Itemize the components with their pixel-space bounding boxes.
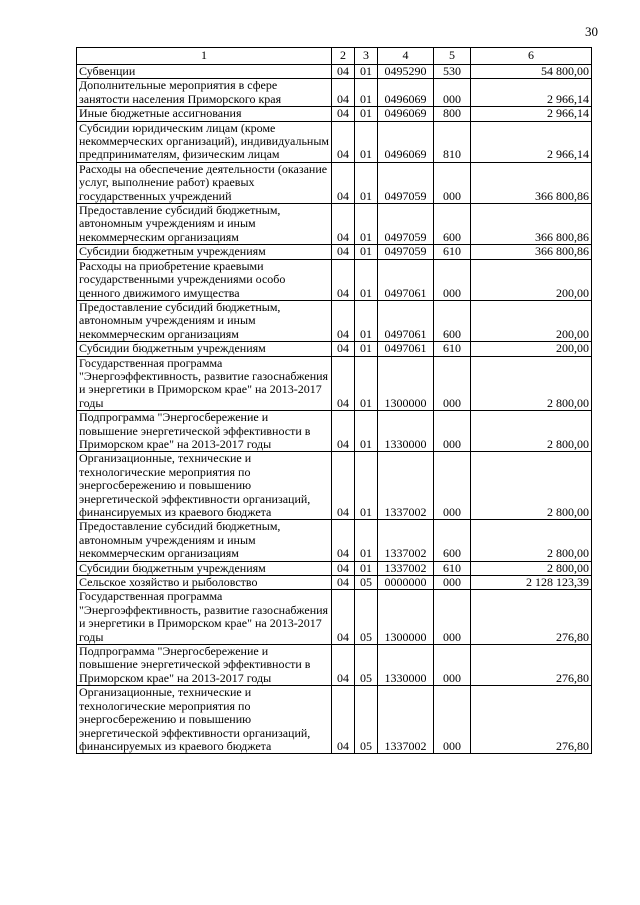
row-expense-type-cell: 600 <box>434 204 471 245</box>
row-section-cell: 04 <box>332 590 355 645</box>
row-expense-type-cell: 610 <box>434 342 471 356</box>
row-amount-cell: 2 800,00 <box>471 356 592 411</box>
row-name-cell: Дополнительные мероприятия в сфере занятости населения Приморского края <box>77 79 332 107</box>
table-row <box>77 590 592 645</box>
row-section-cell: 04 <box>332 342 355 356</box>
row-expense-type-cell: 000 <box>434 79 471 107</box>
row-name-cell: Государственная программа "Энергоэффективность, развитие газоснабжения и энергетики в Приморском крае" на 2013-2017 годы <box>77 356 332 411</box>
row-target-code-cell: 0496069 <box>378 79 434 107</box>
row-amount-cell: 366 800,86 <box>471 162 592 203</box>
row-section-cell: 04 <box>332 645 355 686</box>
row-target-code-cell: 1300000 <box>378 590 434 645</box>
row-section-cell: 04 <box>332 520 355 561</box>
row-subsection-cell: 05 <box>355 686 378 754</box>
row-name-cell: Подпрограмма "Энергосбережение и повышение энергетической эффективности в Приморском крае" на 2013-2017 годы <box>77 645 332 686</box>
table-row <box>77 204 592 245</box>
row-subsection-cell: 01 <box>355 300 378 341</box>
table-row <box>77 452 592 520</box>
row-amount-cell: 200,00 <box>471 342 592 356</box>
row-subsection-cell: 01 <box>355 162 378 203</box>
table-row <box>77 561 592 575</box>
row-amount-cell: 276,80 <box>471 590 592 645</box>
row-name-cell: Сельское хозяйство и рыболовство <box>77 576 332 590</box>
row-name-cell: Субсидии юридическим лицам (кроме некоммерческих организаций), индивидуальным предпринимателям, физическим лицам <box>77 121 332 162</box>
budget-table <box>76 47 592 754</box>
row-name-cell: Субсидии бюджетным учреждениям <box>77 342 332 356</box>
row-target-code-cell: 0496069 <box>378 121 434 162</box>
row-subsection-cell: 01 <box>355 561 378 575</box>
row-section-cell: 04 <box>332 259 355 300</box>
column-header-2: 2 <box>332 48 355 65</box>
row-amount-cell: 2 800,00 <box>471 452 592 520</box>
row-section-cell: 04 <box>332 65 355 79</box>
row-expense-type-cell: 610 <box>434 245 471 259</box>
row-expense-type-cell: 610 <box>434 561 471 575</box>
row-expense-type-cell: 000 <box>434 259 471 300</box>
row-section-cell: 04 <box>332 121 355 162</box>
row-subsection-cell: 01 <box>355 342 378 356</box>
row-subsection-cell: 01 <box>355 259 378 300</box>
row-subsection-cell: 01 <box>355 356 378 411</box>
row-name-cell: Субсидии бюджетным учреждениям <box>77 245 332 259</box>
row-amount-cell: 2 800,00 <box>471 520 592 561</box>
column-header-6: 6 <box>471 48 592 65</box>
row-section-cell: 04 <box>332 204 355 245</box>
row-target-code-cell: 0000000 <box>378 576 434 590</box>
row-subsection-cell: 01 <box>355 121 378 162</box>
row-expense-type-cell: 600 <box>434 520 471 561</box>
row-amount-cell: 200,00 <box>471 259 592 300</box>
row-target-code-cell: 1337002 <box>378 561 434 575</box>
row-amount-cell: 2 800,00 <box>471 411 592 452</box>
table-row <box>77 342 592 356</box>
row-target-code-cell: 0497059 <box>378 162 434 203</box>
row-subsection-cell: 01 <box>355 204 378 245</box>
table-row <box>77 259 592 300</box>
row-target-code-cell: 1337002 <box>378 452 434 520</box>
row-section-cell: 04 <box>332 162 355 203</box>
row-expense-type-cell: 000 <box>434 686 471 754</box>
row-target-code-cell: 0497059 <box>378 204 434 245</box>
row-name-cell: Организационные, технические и технологические мероприятия по энергосбережению и повышению энергетической эффективности организаций, финансируемых из краевого бюджета <box>77 452 332 520</box>
row-amount-cell: 2 128 123,39 <box>471 576 592 590</box>
row-section-cell: 04 <box>332 576 355 590</box>
row-section-cell: 04 <box>332 561 355 575</box>
row-expense-type-cell: 000 <box>434 162 471 203</box>
row-amount-cell: 2 966,14 <box>471 121 592 162</box>
row-expense-type-cell: 600 <box>434 300 471 341</box>
row-section-cell: 04 <box>332 411 355 452</box>
row-target-code-cell: 0495290 <box>378 65 434 79</box>
row-target-code-cell: 1330000 <box>378 411 434 452</box>
row-subsection-cell: 01 <box>355 452 378 520</box>
row-amount-cell: 2 966,14 <box>471 107 592 121</box>
row-section-cell: 04 <box>332 452 355 520</box>
row-name-cell: Расходы на приобретение краевыми государственными учреждениями особо ценного движимого имущества <box>77 259 332 300</box>
row-name-cell: Иные бюджетные ассигнования <box>77 107 332 121</box>
table-row <box>77 411 592 452</box>
row-name-cell: Предоставление субсидий бюджетным, автономным учреждениям и иным некоммерческим организациям <box>77 520 332 561</box>
table-row <box>77 645 592 686</box>
row-target-code-cell: 0497061 <box>378 300 434 341</box>
row-section-cell: 04 <box>332 686 355 754</box>
table-row <box>77 300 592 341</box>
table-header-row <box>77 48 592 65</box>
table-row <box>77 65 592 79</box>
row-name-cell: Государственная программа "Энергоэффективность, развитие газоснабжения и энергетики в Приморском крае" на 2013-2017 годы <box>77 590 332 645</box>
row-target-code-cell: 0496069 <box>378 107 434 121</box>
table-row <box>77 356 592 411</box>
row-name-cell: Организационные, технические и технологические мероприятия по энергосбережению и повышению энергетической эффективности организаций, финансируемых из краевого бюджета <box>77 686 332 754</box>
row-amount-cell: 54 800,00 <box>471 65 592 79</box>
row-name-cell: Предоставление субсидий бюджетным, автономным учреждениям и иным некоммерческим организациям <box>77 300 332 341</box>
row-target-code-cell: 1337002 <box>378 520 434 561</box>
row-name-cell: Расходы на обеспечение деятельности (оказание услуг, выполнение работ) краевых государственных учреждений <box>77 162 332 203</box>
row-amount-cell: 366 800,86 <box>471 245 592 259</box>
table-body <box>77 65 592 754</box>
column-header-1: 1 <box>77 48 332 65</box>
column-header-5: 5 <box>434 48 471 65</box>
row-expense-type-cell: 000 <box>434 645 471 686</box>
table-row <box>77 686 592 754</box>
row-expense-type-cell: 800 <box>434 107 471 121</box>
row-section-cell: 04 <box>332 245 355 259</box>
row-target-code-cell: 1300000 <box>378 356 434 411</box>
row-subsection-cell: 05 <box>355 645 378 686</box>
row-expense-type-cell: 000 <box>434 356 471 411</box>
table-row <box>77 79 592 107</box>
row-section-cell: 04 <box>332 107 355 121</box>
row-section-cell: 04 <box>332 300 355 341</box>
row-name-cell: Подпрограмма "Энергосбережение и повышение энергетической эффективности в Приморском крае" на 2013-2017 годы <box>77 411 332 452</box>
table-row <box>77 245 592 259</box>
row-subsection-cell: 01 <box>355 520 378 561</box>
row-target-code-cell: 1330000 <box>378 645 434 686</box>
row-name-cell: Субвенции <box>77 65 332 79</box>
row-subsection-cell: 01 <box>355 79 378 107</box>
table-row <box>77 162 592 203</box>
row-name-cell: Предоставление субсидий бюджетным, автономным учреждениям и иным некоммерческим организациям <box>77 204 332 245</box>
column-header-4: 4 <box>378 48 434 65</box>
row-amount-cell: 200,00 <box>471 300 592 341</box>
row-subsection-cell: 01 <box>355 65 378 79</box>
table-row <box>77 576 592 590</box>
row-subsection-cell: 05 <box>355 576 378 590</box>
table-row <box>77 520 592 561</box>
row-subsection-cell: 01 <box>355 107 378 121</box>
table-row <box>77 121 592 162</box>
row-expense-type-cell: 000 <box>434 452 471 520</box>
row-target-code-cell: 1337002 <box>378 686 434 754</box>
row-name-cell: Субсидии бюджетным учреждениям <box>77 561 332 575</box>
row-amount-cell: 276,80 <box>471 686 592 754</box>
row-section-cell: 04 <box>332 356 355 411</box>
row-expense-type-cell: 000 <box>434 590 471 645</box>
row-expense-type-cell: 530 <box>434 65 471 79</box>
row-amount-cell: 2 966,14 <box>471 79 592 107</box>
row-amount-cell: 276,80 <box>471 645 592 686</box>
page-number: 30 <box>585 24 598 39</box>
row-amount-cell: 366 800,86 <box>471 204 592 245</box>
row-expense-type-cell: 000 <box>434 411 471 452</box>
row-section-cell: 04 <box>332 79 355 107</box>
table-row <box>77 107 592 121</box>
row-target-code-cell: 0497061 <box>378 259 434 300</box>
row-subsection-cell: 01 <box>355 411 378 452</box>
row-subsection-cell: 01 <box>355 245 378 259</box>
row-expense-type-cell: 000 <box>434 576 471 590</box>
row-expense-type-cell: 810 <box>434 121 471 162</box>
row-amount-cell: 2 800,00 <box>471 561 592 575</box>
row-subsection-cell: 05 <box>355 590 378 645</box>
row-target-code-cell: 0497059 <box>378 245 434 259</box>
column-header-3: 3 <box>355 48 378 65</box>
row-target-code-cell: 0497061 <box>378 342 434 356</box>
